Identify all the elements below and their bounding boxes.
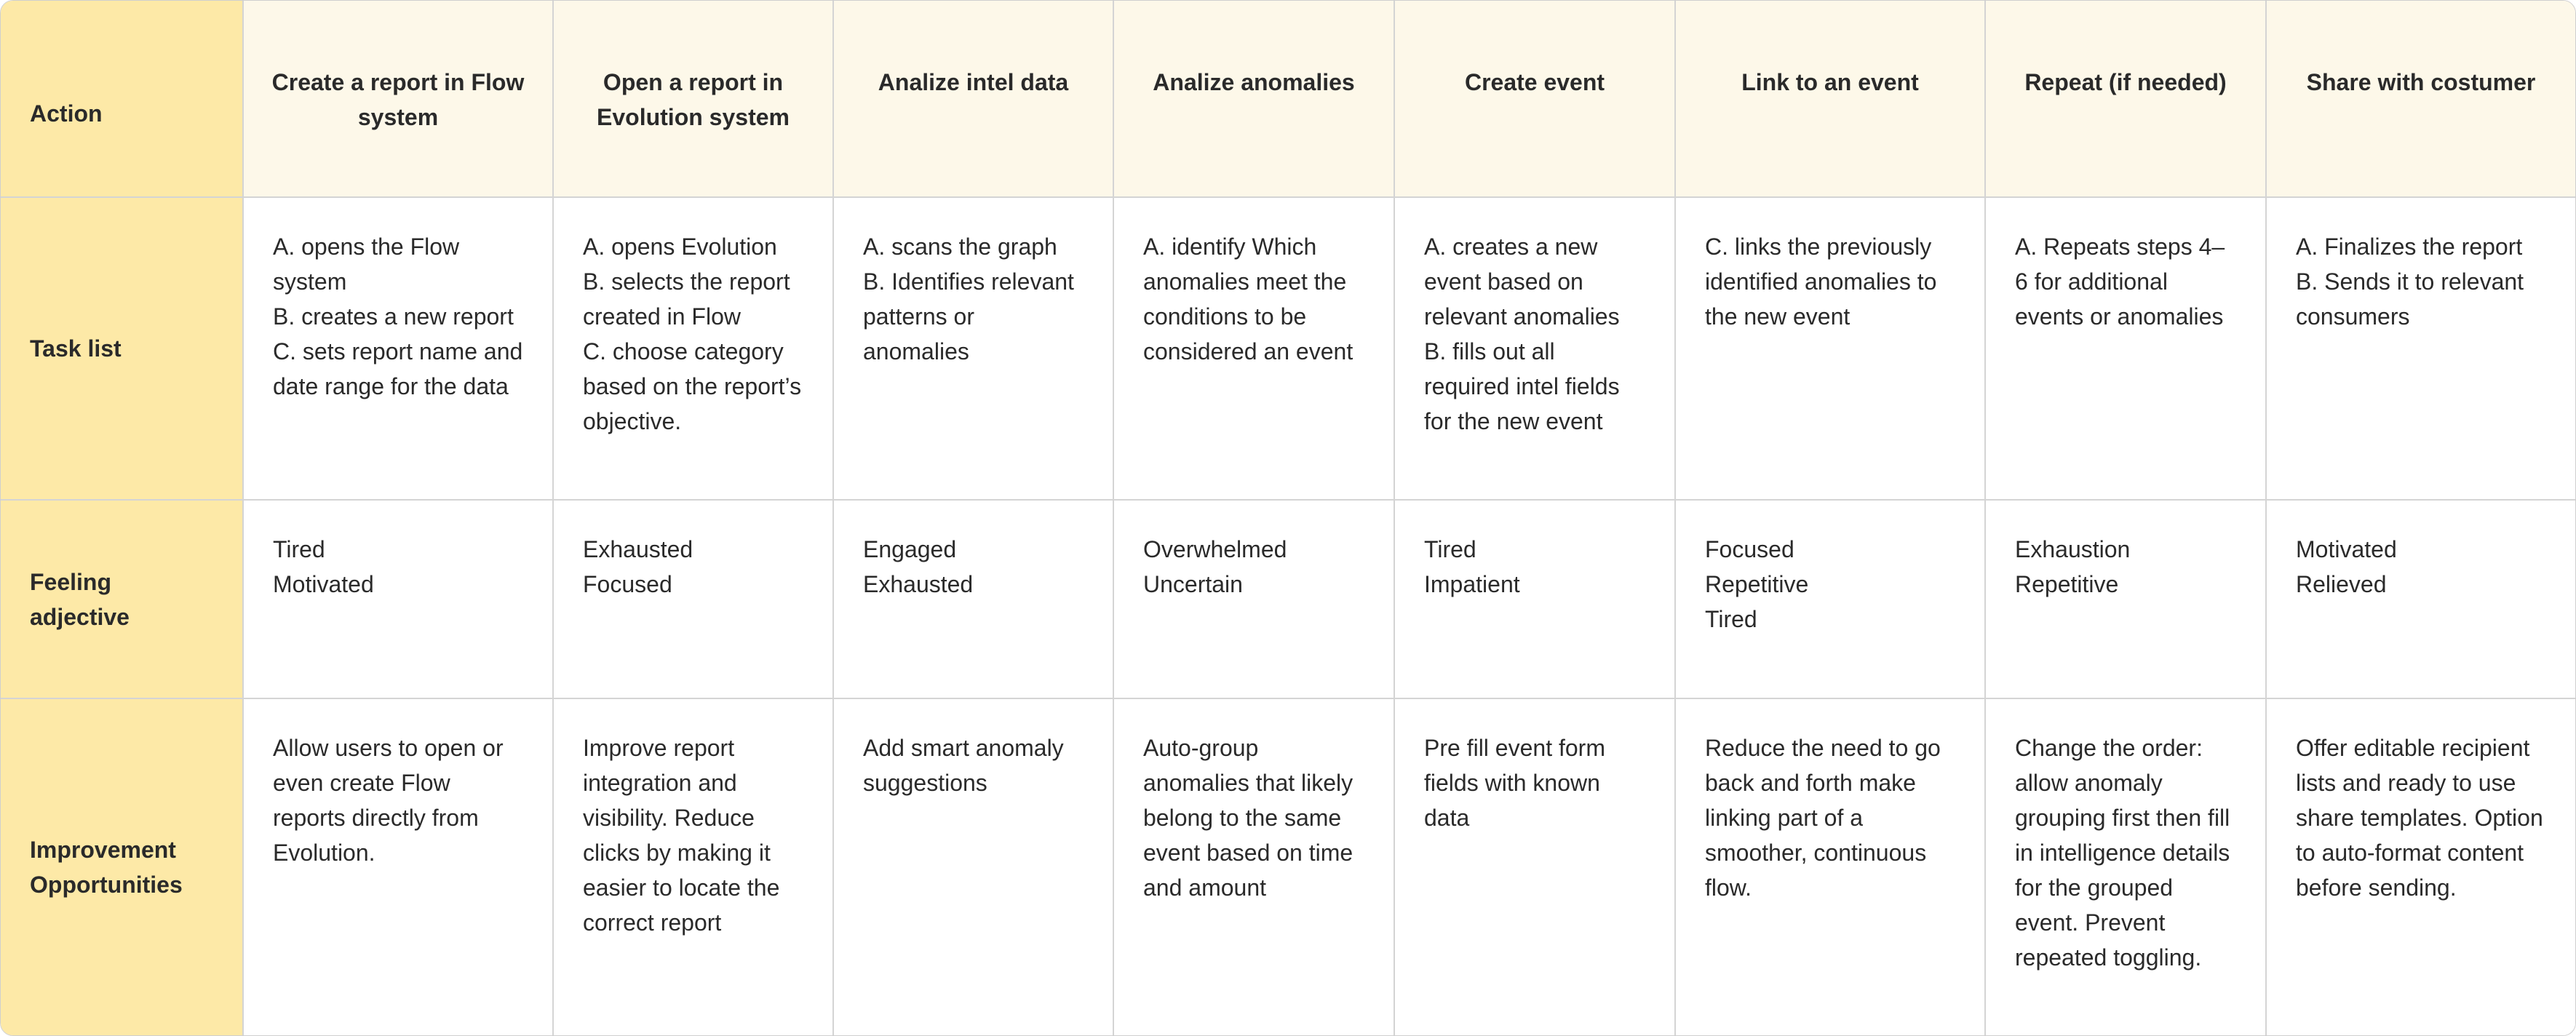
feeling-cell-2: Exhausted Focused <box>554 501 834 699</box>
row-label-task-list: Task list <box>1 198 244 501</box>
feeling-cell-4: Overwhelmed Uncertain <box>1114 501 1395 699</box>
feeling-cell-3: Engaged Exhausted <box>834 501 1114 699</box>
task-cell-7: A. Repeats steps 4–6 for additional events or anomalies <box>1986 198 2267 501</box>
task-cell-5: A. creates a new event based on relevant anomalies B. fills out all required intel fields for the new event <box>1395 198 1676 501</box>
improvement-cell-3: Add smart anomaly suggestions <box>834 699 1114 1035</box>
row-label-improvement: Improvement Opportunities <box>1 699 244 1035</box>
improvement-cell-4: Auto-group anomalies that likely belong to the same event based on time and amount <box>1114 699 1395 1035</box>
stage-header-8: Share with costumer <box>2267 1 2575 198</box>
feeling-cell-5: Tired Impatient <box>1395 501 1676 699</box>
improvement-cell-8: Offer editable recipient lists and ready to use share templates. Option to auto-format content before sending. <box>2267 699 2575 1035</box>
task-cell-4: A. identify Which anomalies meet the conditions to be considered an event <box>1114 198 1395 501</box>
stage-header-1: Create a report in Flow system <box>244 1 554 198</box>
task-cell-1: A. opens the Flow system B. creates a new report C. sets report name and date range for the data <box>244 198 554 501</box>
stage-header-4: Analize anomalies <box>1114 1 1395 198</box>
stage-header-2: Open a report in Evolution system <box>554 1 834 198</box>
stage-header-6: Link to an event <box>1676 1 1986 198</box>
improvement-cell-1: Allow users to open or even create Flow reports directly from Evolution. <box>244 699 554 1035</box>
improvement-cell-6: Reduce the need to go back and forth make linking part of a smoother, continuous flow. <box>1676 699 1986 1035</box>
task-cell-8: A. Finalizes the report B. Sends it to relevant consumers <box>2267 198 2575 501</box>
improvement-cell-7: Change the order: allow anomaly grouping first then fill in intelligence details for the grouped event. Prevent repeated toggling. <box>1986 699 2267 1035</box>
row-label-action: Action <box>1 1 244 198</box>
stage-header-7: Repeat (if needed) <box>1986 1 2267 198</box>
task-cell-6: C. links the previously identified anomalies to the new event <box>1676 198 1986 501</box>
improvement-cell-2: Improve report integration and visibility. Reduce clicks by making it easier to locate the correct report <box>554 699 834 1035</box>
feeling-cell-6: Focused Repetitive Tired <box>1676 501 1986 699</box>
stage-header-3: Analize intel data <box>834 1 1114 198</box>
stage-header-5: Create event <box>1395 1 1676 198</box>
task-cell-2: A. opens Evolution B. selects the report created in Flow C. choose category based on the report’s objective. <box>554 198 834 501</box>
feeling-cell-7: Exhaustion Repetitive <box>1986 501 2267 699</box>
improvement-cell-5: Pre fill event form fields with known data <box>1395 699 1676 1035</box>
feeling-cell-8: Motivated Relieved <box>2267 501 2575 699</box>
task-cell-3: A. scans the graph B. Identifies relevant patterns or anomalies <box>834 198 1114 501</box>
feeling-cell-1: Tired Motivated <box>244 501 554 699</box>
row-label-feeling: Feeling adjective <box>1 501 244 699</box>
